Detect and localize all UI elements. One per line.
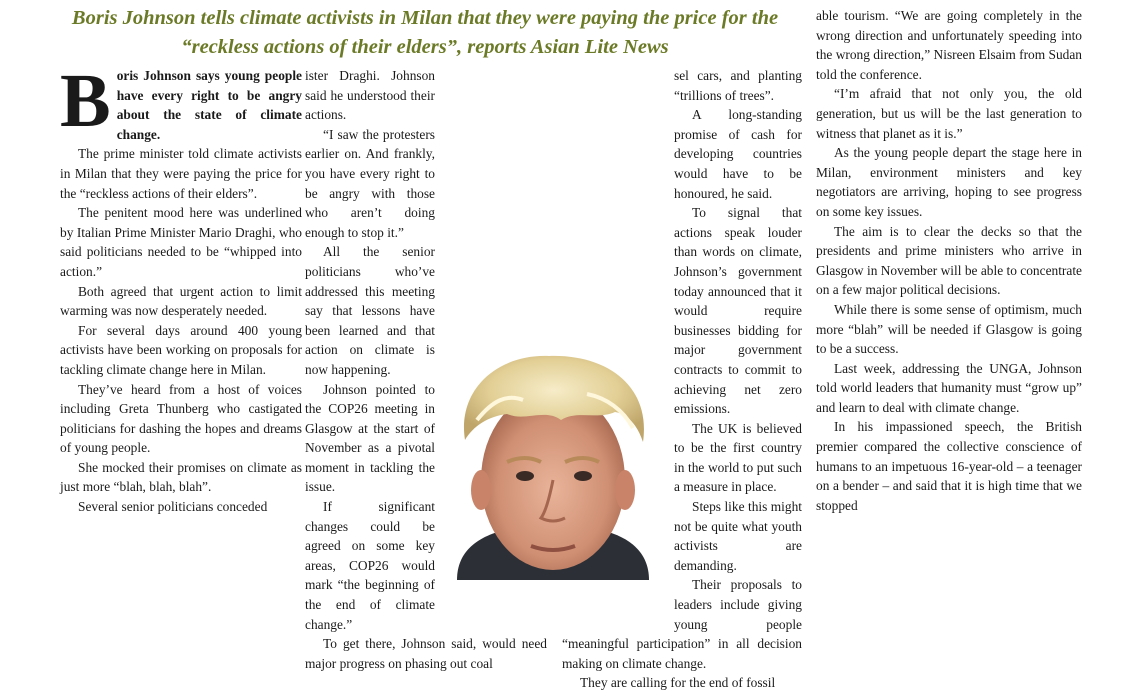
article-column-1	[60, 59, 302, 517]
paragraph: For several days around 400 young activists have been working on proposals for tackling climate change here in Milan.	[60, 322, 302, 377]
paragraph: Last week, addressing the UNGA, Johnson told world leaders that humanity must “grow up” and learn to deal with climate change.	[816, 360, 1082, 415]
article-headline: Boris Johnson tells climate activists in Milan that they were paying the price for the “reckless actions of their elders”, reports Asian Lite News	[71, 7, 779, 58]
paragraph: “I saw the protesters earlier on. And frankly, you have every right to be angry with those who aren’t doing enough to stop it.”	[305, 126, 435, 240]
paragraph: sel cars, and planting “trillions of trees”.	[674, 68, 802, 103]
paragraph: Several senior politicians conceded	[78, 499, 268, 515]
paragraph: While there is some sense of optimism, much more “blah” will be needed if Glasgow is going to be a success.	[816, 301, 1082, 357]
lede-text: oris Johnson says young people have every right to be angry about the state of climate change.	[116, 68, 302, 142]
paragraph: The aim is to clear the decks so that the presidents and prime ministers who arrive in Glasgow in November will be able to concentrate on a few major political decisions.	[816, 223, 1082, 298]
paragraph: “I’m afraid that not only you, the old generation, but us will be the last generation to witness that planet as it is.”	[816, 86, 1082, 141]
paragraph: Johnson pointed to the COP26 meeting in Glasgow at the start of November as a pivotal moment in tackling the issue.	[305, 381, 435, 495]
paragraph: They are calling for the end of fossil	[580, 675, 776, 691]
paragraph: If significant changes could be agreed on some key areas, COP26 would mark “the beginning of the end of climate change.”	[305, 499, 435, 632]
paragraph: She mocked their promises on climate as just more “blah, blah, blah”.	[60, 459, 302, 495]
paragraph: Their proposals to leaders include giving young people “meaningful participation” in all decision making on climate change.	[562, 577, 802, 671]
paragraph: The prime minister told climate activists in Milan that they were paying the price for the “reckless actions of their elders”.	[60, 146, 302, 201]
paragraph: ister Draghi. Johnson said he understood their actions.	[305, 68, 435, 123]
paragraph: As the young people depart the stage here in Milan, environment ministers and key negotiators are arriving, hoping to see progress on some key issues.	[816, 145, 1082, 219]
paragraph: able tourism. “We are going completely in the wrong direction and unfortunately speeding into the wrong direction,” Nisreen Elsaim from Sudan told the conference.	[816, 8, 1082, 82]
drop-cap: B	[60, 59, 111, 143]
paragraph: All the senior politicians who’ve addressed this meeting say that lessons have been learned and that action on climate is now happening.	[305, 244, 435, 377]
paragraph: In his impassioned speech, the British premier compared the collective conscience of humans to an impetuous 16-year-old – a teenager on a bender – and said that it is high time that we stopped	[816, 419, 1082, 513]
article-column-4	[816, 6, 1082, 515]
paragraph: To signal that actions speak louder than words on climate, Johnson’s government today announced that it would require businesses bidding for major government contracts to commit to achieving net zero emissions.	[674, 205, 802, 417]
paragraph: A long-standing promise of cash for developing countries would have to be honoured, he said.	[674, 107, 802, 201]
portrait-photo	[437, 350, 669, 580]
paragraph: Steps like this might not be quite what youth activists are demanding.	[674, 499, 802, 573]
paragraph: They’ve heard from a host of voices including Greta Thunberg who castigated politicians for dashing the hopes and dreams of young people.	[60, 381, 302, 456]
paragraph: Both agreed that urgent action to limit warming was now desperately needed.	[60, 283, 302, 319]
paragraph: The penitent mood here was underlined by Italian Prime Minister Mario Draghi, who said politicians needed to be “whipped into action.”	[60, 205, 302, 279]
paragraph: To get there, Johnson said, would need major progress on phasing out coal	[305, 636, 547, 671]
paragraph: The UK is believed to be the first country in the world to put such a measure in place.	[674, 420, 802, 495]
lede-paragraph	[60, 59, 302, 144]
